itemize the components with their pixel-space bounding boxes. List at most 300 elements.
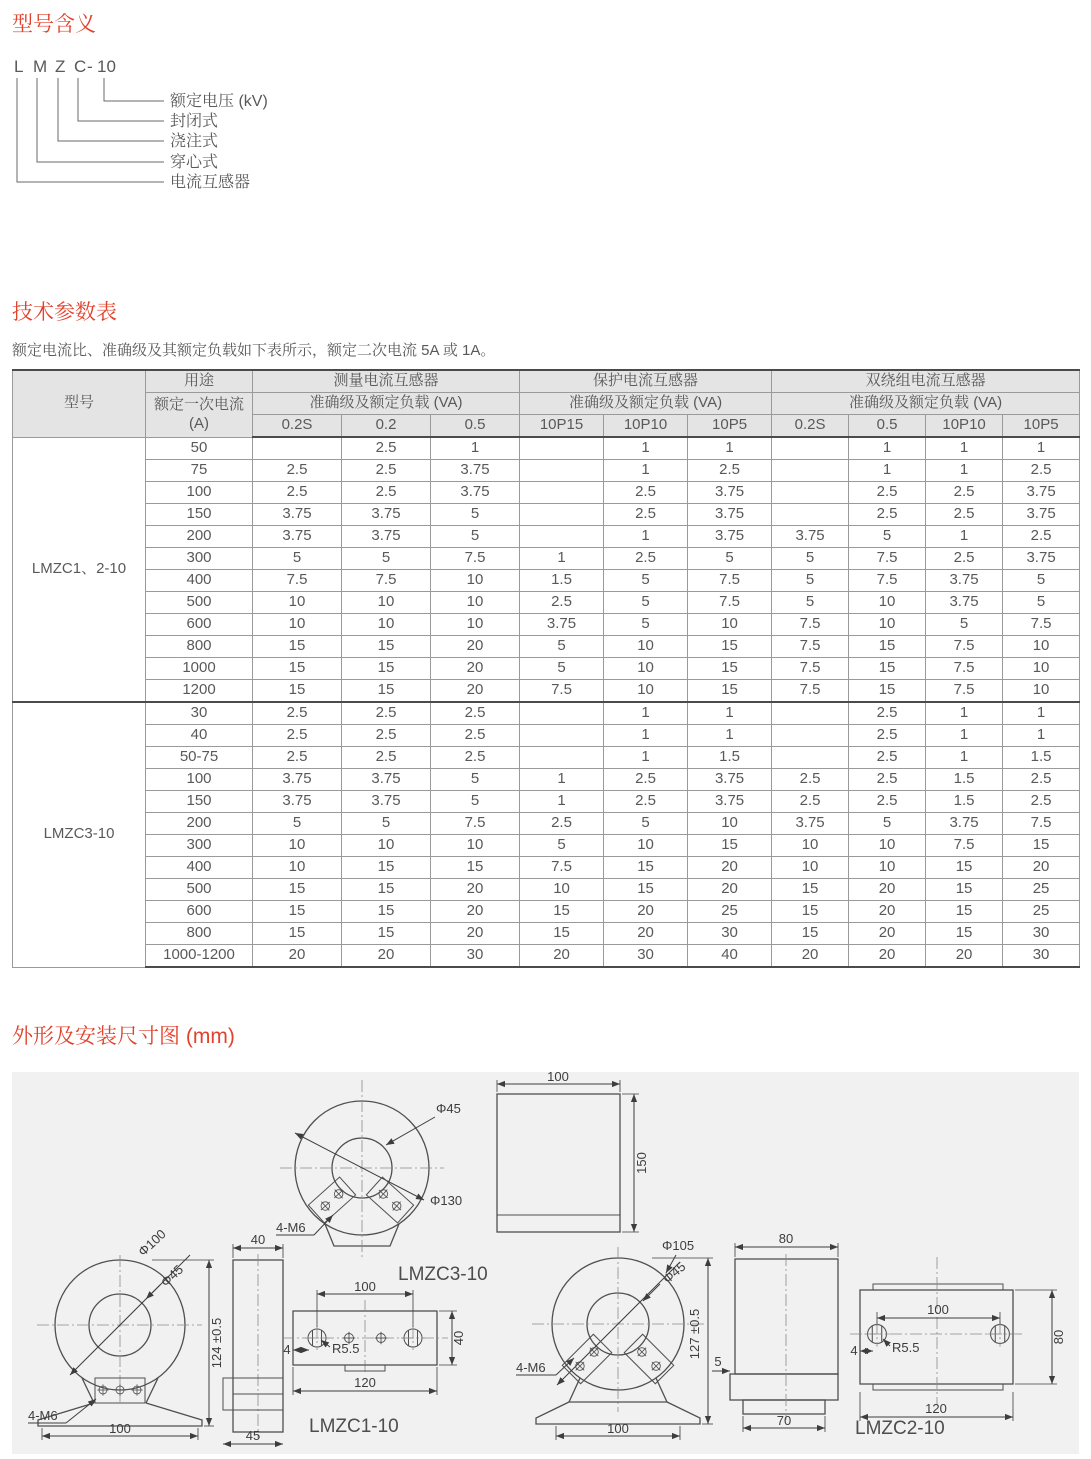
dim-label: 4 xyxy=(283,1342,291,1357)
load-value-cell xyxy=(520,482,604,504)
spec-table xyxy=(12,369,1080,968)
rated-current-cell: 300 xyxy=(146,548,253,570)
load-value-cell: 1 xyxy=(604,437,688,460)
load-value-cell: 1 xyxy=(926,437,1003,460)
load-value-cell: 20 xyxy=(604,923,688,945)
header-sub: 准确级及额定负载 (VA) xyxy=(520,393,772,415)
load-value-cell: 15 xyxy=(849,680,926,703)
load-value-cell: 10 xyxy=(604,680,688,703)
dim-label: R5.5 xyxy=(332,1341,360,1356)
load-value-cell: 15 xyxy=(1003,835,1080,857)
load-value-cell: 20 xyxy=(849,901,926,923)
load-value-cell: 1 xyxy=(926,702,1003,725)
load-value-cell: 10 xyxy=(431,835,520,857)
dim-label: 40 xyxy=(451,1330,466,1346)
header-sub: 准确级及额定负载 (VA) xyxy=(253,393,520,415)
dim-label: 4-M6 xyxy=(28,1408,58,1423)
load-value-cell: 5 xyxy=(520,636,604,658)
view-label: LMZC1-10 xyxy=(309,1416,399,1437)
dimension-drawings xyxy=(12,1072,1079,1454)
table-row xyxy=(13,482,1080,504)
load-value-cell: 1 xyxy=(849,437,926,460)
header-col: 0.2 xyxy=(342,415,431,438)
load-value-cell: 10 xyxy=(849,614,926,636)
header-col: 10P10 xyxy=(604,415,688,438)
table-row xyxy=(13,548,1080,570)
load-value-cell: 15 xyxy=(253,923,342,945)
load-value-cell: 1 xyxy=(688,437,772,460)
load-value-cell: 5 xyxy=(772,548,849,570)
load-value-cell: 1 xyxy=(849,460,926,482)
load-value-cell: 30 xyxy=(688,923,772,945)
load-value-cell: 1 xyxy=(688,725,772,747)
dim-label: 4-M6 xyxy=(276,1220,306,1235)
specs-title: 技术参数表 xyxy=(12,301,117,324)
dim-label: Φ45 xyxy=(659,1258,689,1287)
table-row xyxy=(13,747,1080,769)
load-value-cell: 3.75 xyxy=(926,592,1003,614)
view-label: LMZC2-10 xyxy=(855,1418,945,1439)
load-value-cell: 20 xyxy=(688,879,772,901)
header-col: 0.5 xyxy=(849,415,926,438)
load-value-cell: 3.75 xyxy=(253,504,342,526)
load-value-cell: 3.75 xyxy=(688,482,772,504)
load-value-cell: 3.75 xyxy=(431,460,520,482)
rated-current-cell: 500 xyxy=(146,592,253,614)
load-value-cell: 5 xyxy=(253,548,342,570)
load-value-cell: 10 xyxy=(253,857,342,879)
rated-current-cell: 30 xyxy=(146,702,253,725)
load-value-cell: 1 xyxy=(604,702,688,725)
table-row xyxy=(13,769,1080,791)
load-value-cell: 15 xyxy=(342,879,431,901)
load-value-cell: 7.5 xyxy=(849,570,926,592)
header-col: 0.2S xyxy=(253,415,342,438)
load-value-cell: 2.5 xyxy=(431,725,520,747)
load-value-cell: 10 xyxy=(688,614,772,636)
load-value-cell: 5 xyxy=(604,570,688,592)
load-value-cell: 3.75 xyxy=(772,813,849,835)
load-value-cell: 10 xyxy=(604,658,688,680)
code-dash: - xyxy=(87,57,93,76)
load-value-cell: 5 xyxy=(772,592,849,614)
header-model: 型号 xyxy=(13,370,146,437)
dim-label: 70 xyxy=(776,1413,792,1428)
load-value-cell: 2.5 xyxy=(1003,791,1080,813)
rated-current-cell: 50-75 xyxy=(146,747,253,769)
table-row xyxy=(13,813,1080,835)
load-value-cell: 20 xyxy=(431,923,520,945)
dim-label: 100 xyxy=(607,1421,629,1436)
load-value-cell: 20 xyxy=(520,945,604,968)
load-value-cell xyxy=(772,504,849,526)
load-value-cell: 20 xyxy=(342,945,431,968)
load-value-cell: 15 xyxy=(342,658,431,680)
load-value-cell: 2.5 xyxy=(342,482,431,504)
dim-label: 150 xyxy=(634,1152,649,1174)
load-value-cell: 7.5 xyxy=(431,813,520,835)
load-value-cell: 3.75 xyxy=(772,526,849,548)
dim-label: Φ45 xyxy=(157,1261,187,1290)
load-value-cell: 7.5 xyxy=(520,857,604,879)
load-value-cell: 20 xyxy=(849,923,926,945)
load-value-cell: 10 xyxy=(604,835,688,857)
load-value-cell: 25 xyxy=(688,901,772,923)
load-value-cell: 7.5 xyxy=(1003,813,1080,835)
load-value-cell: 7.5 xyxy=(849,548,926,570)
load-value-cell xyxy=(772,437,849,460)
load-value-cell: 10 xyxy=(520,879,604,901)
load-value-cell: 2.5 xyxy=(604,482,688,504)
load-value-cell: 7.5 xyxy=(926,680,1003,703)
dim-label: 100 xyxy=(109,1421,131,1436)
load-value-cell: 10 xyxy=(1003,636,1080,658)
load-value-cell: 15 xyxy=(926,901,1003,923)
load-value-cell xyxy=(772,725,849,747)
load-value-cell: 7.5 xyxy=(342,570,431,592)
model-meaning-title: 型号含义 xyxy=(12,13,96,36)
load-value-cell: 5 xyxy=(604,592,688,614)
load-value-cell: 2.5 xyxy=(926,504,1003,526)
load-value-cell: 2.5 xyxy=(604,769,688,791)
load-value-cell xyxy=(520,460,604,482)
header-col: 10P5 xyxy=(688,415,772,438)
load-value-cell: 5 xyxy=(604,813,688,835)
load-value-cell: 5 xyxy=(688,548,772,570)
load-value-cell: 15 xyxy=(253,879,342,901)
load-value-cell: 1.5 xyxy=(926,769,1003,791)
load-value-cell: 7.5 xyxy=(772,680,849,703)
load-value-cell: 2.5 xyxy=(520,813,604,835)
load-value-cell: 5 xyxy=(849,526,926,548)
header-col: 0.2S xyxy=(772,415,849,438)
rated-current-cell: 400 xyxy=(146,570,253,592)
load-value-cell: 1 xyxy=(431,437,520,460)
load-value-cell: 15 xyxy=(772,923,849,945)
dim-label: 4-M6 xyxy=(516,1360,546,1375)
view-label: LMZC3-10 xyxy=(398,1264,488,1285)
load-value-cell: 2.5 xyxy=(604,548,688,570)
table-row xyxy=(13,791,1080,813)
rated-current-cell: 50 xyxy=(146,437,253,460)
load-value-cell: 20 xyxy=(1003,857,1080,879)
load-value-cell: 7.5 xyxy=(926,636,1003,658)
load-value-cell: 3.75 xyxy=(253,526,342,548)
model-label: 封闭式 xyxy=(170,113,219,130)
rated-current-cell: 100 xyxy=(146,769,253,791)
load-value-cell: 2.5 xyxy=(431,747,520,769)
dim-label: Φ100 xyxy=(135,1226,169,1260)
table-row xyxy=(13,658,1080,680)
load-value-cell: 7.5 xyxy=(926,658,1003,680)
dim-label: 100 xyxy=(354,1279,376,1294)
rated-current-cell: 800 xyxy=(146,923,253,945)
rated-current-cell: 1000-1200 xyxy=(146,945,253,968)
header-group-protect: 保护电流互感器 xyxy=(520,370,772,393)
load-value-cell: 3.75 xyxy=(520,614,604,636)
rated-current-cell: 600 xyxy=(146,614,253,636)
load-value-cell: 20 xyxy=(604,901,688,923)
dim-label: 4 xyxy=(850,1343,858,1358)
dim-label: Φ45 xyxy=(436,1101,461,1116)
load-value-cell: 2.5 xyxy=(1003,769,1080,791)
load-value-cell: 15 xyxy=(342,901,431,923)
load-value-cell: 3.75 xyxy=(1003,504,1080,526)
load-value-cell: 2.5 xyxy=(772,769,849,791)
load-value-cell: 1 xyxy=(926,526,1003,548)
load-value-cell: 20 xyxy=(253,945,342,968)
load-value-cell: 10 xyxy=(342,592,431,614)
table-row xyxy=(13,680,1080,703)
load-value-cell: 10 xyxy=(604,636,688,658)
load-value-cell: 15 xyxy=(849,658,926,680)
load-value-cell: 25 xyxy=(1003,879,1080,901)
load-value-cell: 2.5 xyxy=(926,548,1003,570)
code-voltage: 10 xyxy=(97,57,116,76)
model-tree-labels xyxy=(170,92,268,191)
load-value-cell: 5 xyxy=(342,813,431,835)
table-row xyxy=(13,857,1080,879)
load-value-cell xyxy=(772,702,849,725)
load-value-cell: 1.5 xyxy=(688,747,772,769)
load-value-cell: 3.75 xyxy=(688,769,772,791)
rated-current-cell: 200 xyxy=(146,526,253,548)
load-value-cell: 1.5 xyxy=(520,570,604,592)
load-value-cell: 7.5 xyxy=(772,636,849,658)
rated-current-cell: 150 xyxy=(146,791,253,813)
load-value-cell: 2.5 xyxy=(849,791,926,813)
load-value-cell xyxy=(772,482,849,504)
rated-current-cell: 100 xyxy=(146,482,253,504)
load-value-cell: 15 xyxy=(688,835,772,857)
header-col: 10P5 xyxy=(1003,415,1080,438)
load-value-cell: 1 xyxy=(520,791,604,813)
table-row xyxy=(13,460,1080,482)
load-value-cell: 3.75 xyxy=(253,791,342,813)
rated-current-cell: 800 xyxy=(146,636,253,658)
load-value-cell: 7.5 xyxy=(1003,614,1080,636)
load-value-cell: 7.5 xyxy=(926,835,1003,857)
load-value-cell: 15 xyxy=(253,680,342,703)
load-value-cell: 20 xyxy=(688,857,772,879)
load-value-cell: 20 xyxy=(431,901,520,923)
load-value-cell: 2.5 xyxy=(253,725,342,747)
load-value-cell: 1 xyxy=(926,460,1003,482)
load-value-cell: 20 xyxy=(849,879,926,901)
load-value-cell: 10 xyxy=(849,835,926,857)
load-value-cell: 1.5 xyxy=(926,791,1003,813)
load-value-cell xyxy=(772,460,849,482)
load-value-cell: 10 xyxy=(1003,658,1080,680)
code-letter: Z xyxy=(55,57,66,76)
load-value-cell: 10 xyxy=(772,835,849,857)
load-value-cell: 10 xyxy=(1003,680,1080,703)
load-value-cell: 2.5 xyxy=(520,592,604,614)
rated-current-cell: 200 xyxy=(146,813,253,835)
load-value-cell: 15 xyxy=(849,636,926,658)
load-value-cell: 2.5 xyxy=(849,504,926,526)
load-value-cell: 5 xyxy=(926,614,1003,636)
load-value-cell: 5 xyxy=(431,504,520,526)
load-value-cell: 1 xyxy=(1003,437,1080,460)
load-value-cell: 2.5 xyxy=(604,791,688,813)
dim-label: 40 xyxy=(250,1232,266,1247)
load-value-cell: 5 xyxy=(1003,570,1080,592)
load-value-cell: 7.5 xyxy=(772,614,849,636)
load-value-cell: 2.5 xyxy=(926,482,1003,504)
load-value-cell: 15 xyxy=(253,901,342,923)
load-value-cell: 7.5 xyxy=(253,570,342,592)
model-code xyxy=(14,57,116,76)
load-value-cell: 2.5 xyxy=(849,769,926,791)
load-value-cell: 2.5 xyxy=(342,460,431,482)
load-value-cell: 1 xyxy=(520,548,604,570)
load-value-cell: 30 xyxy=(431,945,520,968)
header-current: 额定一次电流 (A) xyxy=(146,393,253,438)
load-value-cell: 5 xyxy=(1003,592,1080,614)
rated-current-cell: 1000 xyxy=(146,658,253,680)
load-value-cell: 1 xyxy=(1003,725,1080,747)
dim-label: 100 xyxy=(547,1072,569,1084)
table-row xyxy=(13,437,1080,460)
load-value-cell: 10 xyxy=(253,592,342,614)
model-label: 电流互感器 xyxy=(170,174,251,191)
load-value-cell: 10 xyxy=(342,835,431,857)
load-value-cell: 3.75 xyxy=(1003,548,1080,570)
header-col: 10P15 xyxy=(520,415,604,438)
load-value-cell: 1 xyxy=(926,725,1003,747)
load-value-cell: 15 xyxy=(342,680,431,703)
load-value-cell: 30 xyxy=(1003,923,1080,945)
load-value-cell: 2.5 xyxy=(688,460,772,482)
load-value-cell: 20 xyxy=(926,945,1003,968)
rated-current-cell: 1200 xyxy=(146,680,253,703)
load-value-cell: 3.75 xyxy=(342,504,431,526)
load-value-cell: 3.75 xyxy=(253,769,342,791)
model-label: 浇注式 xyxy=(170,133,219,150)
load-value-cell: 3.75 xyxy=(688,526,772,548)
load-value-cell: 2.5 xyxy=(253,702,342,725)
load-value-cell: 15 xyxy=(253,658,342,680)
load-value-cell: 3.75 xyxy=(1003,482,1080,504)
load-value-cell: 20 xyxy=(431,658,520,680)
load-value-cell: 10 xyxy=(253,835,342,857)
load-value-cell: 3.75 xyxy=(926,813,1003,835)
load-value-cell: 15 xyxy=(926,879,1003,901)
load-value-cell: 5 xyxy=(431,526,520,548)
load-value-cell: 10 xyxy=(688,813,772,835)
load-value-cell: 2.5 xyxy=(604,504,688,526)
load-value-cell: 10 xyxy=(849,592,926,614)
load-value-cell: 2.5 xyxy=(342,702,431,725)
load-value-cell: 7.5 xyxy=(431,548,520,570)
load-value-cell: 1 xyxy=(604,747,688,769)
load-value-cell: 7.5 xyxy=(688,592,772,614)
load-value-cell: 20 xyxy=(431,879,520,901)
dim-label: Φ105 xyxy=(662,1238,695,1253)
header-group-measure: 测量电流互感器 xyxy=(253,370,520,393)
rated-current-cell: 40 xyxy=(146,725,253,747)
load-value-cell: 10 xyxy=(431,570,520,592)
load-value-cell xyxy=(520,526,604,548)
spec-table-header xyxy=(13,370,1080,437)
load-value-cell: 10 xyxy=(253,614,342,636)
load-value-cell: 20 xyxy=(772,945,849,968)
load-value-cell: 15 xyxy=(772,901,849,923)
spec-group-lmzc12 xyxy=(13,437,1080,702)
model-meaning-diagram xyxy=(12,52,532,210)
load-value-cell: 3.75 xyxy=(926,570,1003,592)
load-value-cell: 20 xyxy=(431,636,520,658)
dim-label: 5 xyxy=(714,1354,722,1369)
dim-label: 100 xyxy=(927,1302,949,1317)
load-value-cell: 20 xyxy=(849,945,926,968)
specs-intro: 额定电流比、准确级及其额定负载如下表所示，额定二次电流 5A 或 1A。 xyxy=(12,342,496,359)
table-row xyxy=(13,614,1080,636)
model-label: 穿心式 xyxy=(170,154,219,171)
code-letter: L xyxy=(14,57,24,76)
load-value-cell: 3.75 xyxy=(688,504,772,526)
table-row xyxy=(13,504,1080,526)
drawing-panel-background xyxy=(12,1072,1079,1454)
load-value-cell: 15 xyxy=(342,636,431,658)
load-value-cell xyxy=(520,747,604,769)
load-value-cell: 2.5 xyxy=(849,747,926,769)
dim-label: 127 ±0.5 xyxy=(687,1308,702,1360)
load-value-cell: 2.5 xyxy=(849,725,926,747)
model-cell: LMZC3-10 xyxy=(13,702,146,967)
load-value-cell: 15 xyxy=(688,636,772,658)
load-value-cell: 2.5 xyxy=(431,702,520,725)
table-row xyxy=(13,702,1080,725)
load-value-cell: 2.5 xyxy=(253,482,342,504)
load-value-cell: 1 xyxy=(604,725,688,747)
load-value-cell: 1 xyxy=(604,460,688,482)
table-row xyxy=(13,526,1080,548)
load-value-cell: 15 xyxy=(604,879,688,901)
table-row xyxy=(13,592,1080,614)
rated-current-cell: 300 xyxy=(146,835,253,857)
header-usage: 用途 xyxy=(146,370,253,393)
load-value-cell: 5 xyxy=(604,614,688,636)
load-value-cell: 2.5 xyxy=(772,791,849,813)
load-value-cell xyxy=(253,437,342,460)
load-value-cell: 2.5 xyxy=(1003,460,1080,482)
dim-label: 124 ±0.5 xyxy=(209,1317,224,1369)
load-value-cell: 1 xyxy=(1003,702,1080,725)
load-value-cell: 10 xyxy=(431,614,520,636)
load-value-cell: 15 xyxy=(520,923,604,945)
load-value-cell: 5 xyxy=(431,769,520,791)
load-value-cell: 7.5 xyxy=(688,570,772,592)
dim-label: 120 xyxy=(925,1401,947,1416)
load-value-cell: 2.5 xyxy=(253,747,342,769)
model-label: 额定电压 (kV) xyxy=(170,93,268,110)
load-value-cell: 1 xyxy=(604,526,688,548)
load-value-cell: 7.5 xyxy=(520,680,604,703)
load-value-cell: 15 xyxy=(688,680,772,703)
load-value-cell: 15 xyxy=(604,857,688,879)
load-value-cell: 15 xyxy=(342,923,431,945)
load-value-cell: 2.5 xyxy=(342,725,431,747)
model-cell: LMZC1、2-10 xyxy=(13,437,146,702)
load-value-cell: 5 xyxy=(253,813,342,835)
header-col: 10P10 xyxy=(926,415,1003,438)
load-value-cell: 3.75 xyxy=(342,526,431,548)
load-value-cell: 15 xyxy=(520,901,604,923)
load-value-cell: 10 xyxy=(772,857,849,879)
dim-label: 120 xyxy=(354,1375,376,1390)
